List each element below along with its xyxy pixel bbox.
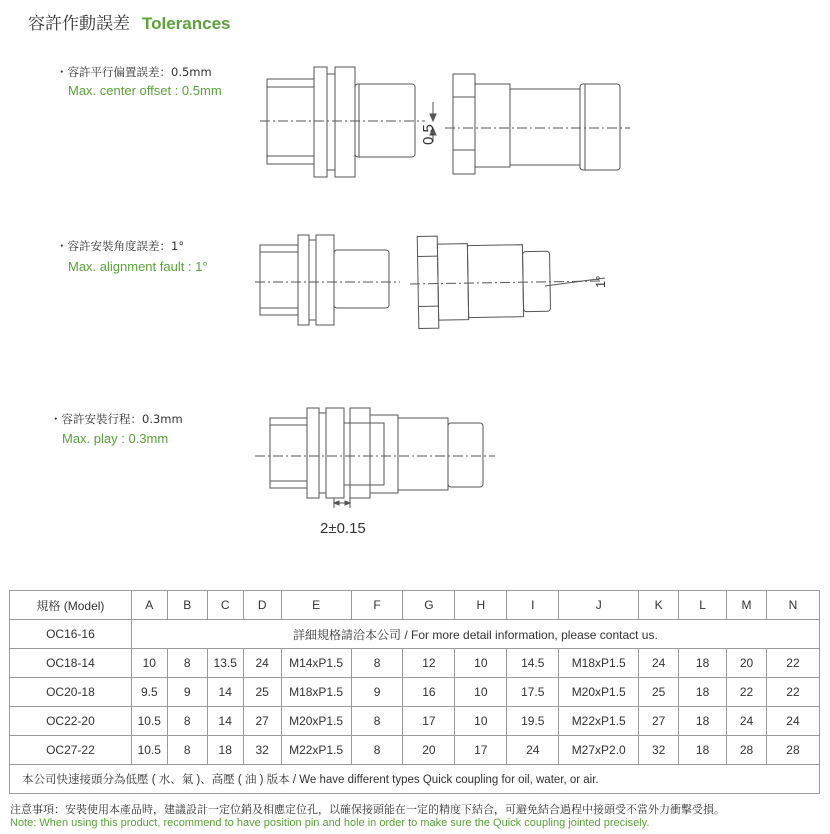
play-plug-part (270, 408, 384, 498)
table-cell: 25 (639, 678, 679, 707)
table-cell: 32 (639, 736, 679, 765)
max-play-drawing (250, 403, 510, 518)
header-cell: I (507, 591, 559, 620)
alignment-label-zh: ・容許安裝角度誤差：1° (56, 239, 185, 253)
table-cell: 17 (403, 707, 455, 736)
table-row (10, 707, 820, 736)
table-cell: M20xP1.5 (281, 707, 351, 736)
offset-socket-part (453, 74, 620, 174)
table-row (10, 678, 820, 707)
table-cell: 18 (679, 707, 727, 736)
table-cell: 22 (727, 678, 767, 707)
table-cell: 10 (131, 649, 167, 678)
table-cell: 10 (455, 678, 507, 707)
table-cell: 22 (766, 678, 819, 707)
table-cell: 20 (727, 649, 767, 678)
table-cell: 20 (403, 736, 455, 765)
table-note: 本公司快速接頭分為低壓 ( 水、氣 )、高壓 ( 油 ) 版本 / We have different types Quick coupling for oil, water, or air. (10, 765, 820, 794)
header-cell: F (351, 591, 403, 620)
table-cell: 32 (243, 736, 281, 765)
model-cell: OC22-20 (10, 707, 132, 736)
table-cell: 18 (679, 736, 727, 765)
table-cell: 24 (766, 707, 819, 736)
table-cell: 13.5 (207, 649, 243, 678)
table-cell: 18 (679, 678, 727, 707)
table-cell: 17 (455, 736, 507, 765)
table-cell: 25 (243, 678, 281, 707)
table-cell: 28 (727, 736, 767, 765)
table-cell: 9.5 (131, 678, 167, 707)
table-cell: M22xP1.5 (281, 736, 351, 765)
alignment-plug-part (260, 235, 389, 325)
model-cell: OC27-22 (10, 736, 132, 765)
header-cell: N (766, 591, 819, 620)
spec-table (9, 590, 820, 794)
header-cell: H (455, 591, 507, 620)
table-cell: 10 (455, 649, 507, 678)
header-cell: A (131, 591, 167, 620)
table-cell: 27 (639, 707, 679, 736)
table-cell: 10.5 (131, 736, 167, 765)
table-cell: 10 (455, 707, 507, 736)
header-cell: D (243, 591, 281, 620)
table-cell: M20xP1.5 (559, 678, 639, 707)
table-cell: 27 (243, 707, 281, 736)
header-cell: E (281, 591, 351, 620)
alignment-dimension: 1° (593, 275, 608, 288)
table-cell: 22 (766, 649, 819, 678)
footer-note-en: Note: When using this product, recommend to have position pin and hole in order to make sure the Quick coupling jointed precisely. (10, 817, 650, 829)
table-cell: 18 (679, 649, 727, 678)
footer-note-zh: 注意事項：安裝使用本產品時，建議設計一定位銷及相應定位孔，以確保接頭能在一定的精度下結合，可避免結合過程中接頭受不當外力衝擊受損。 (10, 803, 725, 816)
table-cell: 8 (167, 707, 207, 736)
offset-label-zh: ・容許平行偏置誤差：0.5mm (56, 65, 212, 79)
table-header-row (10, 591, 820, 620)
table-cell: M14xP1.5 (281, 649, 351, 678)
alignment-socket-part (417, 234, 551, 328)
table-cell: 10.5 (131, 707, 167, 736)
table-cell: 19.5 (507, 707, 559, 736)
play-label-zh: ・容許安裝行程：0.3mm (50, 412, 183, 426)
header-cell: 規格 (Model) (10, 591, 132, 620)
table-cell: M27xP2.0 (559, 736, 639, 765)
table-cell: 24 (243, 649, 281, 678)
play-socket-part (350, 408, 483, 498)
table-cell: 28 (766, 736, 819, 765)
header-cell: C (207, 591, 243, 620)
table-cell: 9 (167, 678, 207, 707)
table-cell: 18 (207, 736, 243, 765)
play-label-en: Max. play : 0.3mm (62, 431, 169, 446)
table-cell: 12 (403, 649, 455, 678)
table-cell: 8 (167, 649, 207, 678)
table-cell: 8 (351, 736, 403, 765)
header-cell: G (403, 591, 455, 620)
table-cell: 14.5 (507, 649, 559, 678)
table-cell: M18xP1.5 (559, 649, 639, 678)
table-cell: 9 (351, 678, 403, 707)
alignment-label-en: Max. alignment fault : 1° (68, 259, 208, 274)
table-cell: 24 (727, 707, 767, 736)
table-cell: 14 (207, 678, 243, 707)
offset-plug-part (267, 67, 415, 177)
header-cell: J (559, 591, 639, 620)
title-en: Tolerances (142, 14, 231, 33)
model-cell: OC20-18 (10, 678, 132, 707)
table-row (10, 736, 820, 765)
model-cell: OC18-14 (10, 649, 132, 678)
alignment-fault-drawing (255, 230, 635, 330)
table-cell: 16 (403, 678, 455, 707)
center-offset-drawing (255, 62, 635, 192)
table-cell: 17.5 (507, 678, 559, 707)
header-cell: B (167, 591, 207, 620)
table-cell: 8 (351, 649, 403, 678)
contact-cell: 詳細規格請洽本公司 / For more detail information, please contact us. (131, 620, 819, 649)
table-note-row (10, 765, 820, 794)
model-cell: OC16-16 (10, 620, 132, 649)
offset-dimension: 0.5 (420, 124, 437, 145)
offset-label-en: Max. center offset : 0.5mm (68, 83, 222, 98)
table-cell: 24 (639, 649, 679, 678)
title-zh: 容許作動誤差 (28, 14, 130, 34)
table-cell: 8 (351, 707, 403, 736)
table-row (10, 649, 820, 678)
play-dimension: 2±0.15 (320, 520, 366, 537)
page-title (28, 9, 231, 34)
table-cell: M18xP1.5 (281, 678, 351, 707)
table-cell: 24 (507, 736, 559, 765)
table-cell: M22xP1.5 (559, 707, 639, 736)
header-cell: L (679, 591, 727, 620)
table-cell: 8 (167, 736, 207, 765)
header-cell: M (727, 591, 767, 620)
table-row (10, 620, 820, 649)
table-cell: 14 (207, 707, 243, 736)
header-cell: K (639, 591, 679, 620)
